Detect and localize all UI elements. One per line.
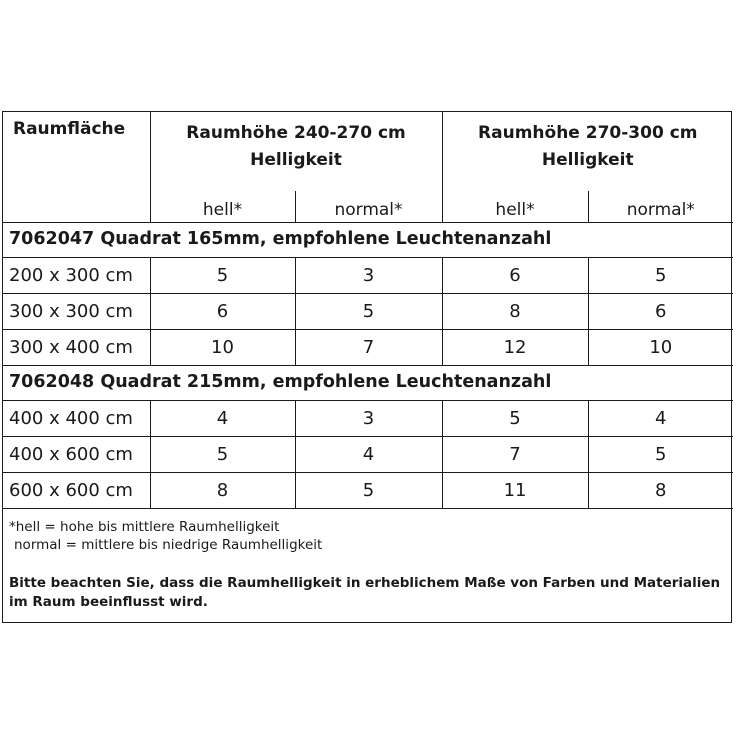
header-group-240-270-subtitle: Helligkeit: [250, 150, 342, 171]
cell-area: 300 x 300 cm: [3, 294, 150, 330]
header-group-270-300-title: Raumhöhe 270-300 cm: [478, 123, 698, 143]
footnote-hell: *hell = hohe bis mittlere Raumhelligkeit: [9, 519, 280, 535]
cell-value: 8: [442, 294, 588, 330]
cell-value: 5: [295, 294, 442, 330]
cell-value: 5: [150, 258, 295, 294]
cell-value: 6: [150, 294, 295, 330]
subheader-normal-1: normal*: [295, 191, 442, 223]
cell-value: 4: [295, 437, 442, 473]
cell-value: 5: [588, 437, 733, 473]
luminaire-table-frame: [2, 111, 732, 623]
cell-value: 10: [150, 330, 295, 366]
header-group-270-300-subtitle: Helligkeit: [541, 150, 634, 171]
cell-value: 5: [150, 437, 295, 473]
footnote-normal: normal = mittlere bis niedrige Raumhelligkeit: [14, 537, 323, 554]
header-area: Raumfläche: [3, 112, 150, 223]
table-row: [3, 330, 733, 366]
table-row: [3, 294, 733, 330]
cell-value: 7: [442, 437, 588, 473]
cell-value: 12: [442, 330, 588, 366]
table-row: [3, 437, 733, 473]
table-row: [3, 258, 733, 294]
cell-area: 600 x 600 cm: [3, 473, 150, 509]
cell-value: 11: [442, 473, 588, 509]
header-row: [3, 112, 733, 191]
cell-value: 5: [588, 258, 733, 294]
header-group-240-270-title: Raumhöhe 240-270 cm: [186, 123, 406, 143]
table-row: [3, 473, 733, 509]
cell-area: 400 x 400 cm: [3, 401, 150, 437]
header-group-270-300: [442, 112, 733, 191]
section-row: [3, 366, 733, 401]
cell-value: 3: [295, 401, 442, 437]
subheader-hell-2: hell*: [442, 191, 588, 223]
cell-value: 10: [588, 330, 733, 366]
luminaire-table: [3, 112, 733, 509]
section-row: [3, 223, 733, 258]
section-title: 7062048 Quadrat 215mm, empfohlene Leuchtenanzahl: [3, 366, 733, 401]
section-title: 7062047 Quadrat 165mm, empfohlene Leuchtenanzahl: [3, 223, 733, 258]
cell-value: 4: [588, 401, 733, 437]
subheader-normal-2: normal*: [588, 191, 733, 223]
footnote: [9, 518, 725, 554]
subheader-hell-1: hell*: [150, 191, 295, 223]
cell-value: 6: [588, 294, 733, 330]
cell-value: 3: [295, 258, 442, 294]
cell-value: 8: [588, 473, 733, 509]
cell-value: 4: [150, 401, 295, 437]
cell-value: 5: [295, 473, 442, 509]
cell-value: 8: [150, 473, 295, 509]
header-group-240-270: [150, 112, 442, 191]
cell-area: 200 x 300 cm: [3, 258, 150, 294]
cell-value: 6: [442, 258, 588, 294]
cell-value: 5: [442, 401, 588, 437]
table-row: [3, 401, 733, 437]
cell-area: 400 x 600 cm: [3, 437, 150, 473]
cell-value: 7: [295, 330, 442, 366]
cell-area: 300 x 400 cm: [3, 330, 150, 366]
notice-text: Bitte beachten Sie, dass die Raumhelligkeit in erheblichem Maße von Farben und Materialien im Raum beeinflusst wird.: [9, 575, 721, 610]
